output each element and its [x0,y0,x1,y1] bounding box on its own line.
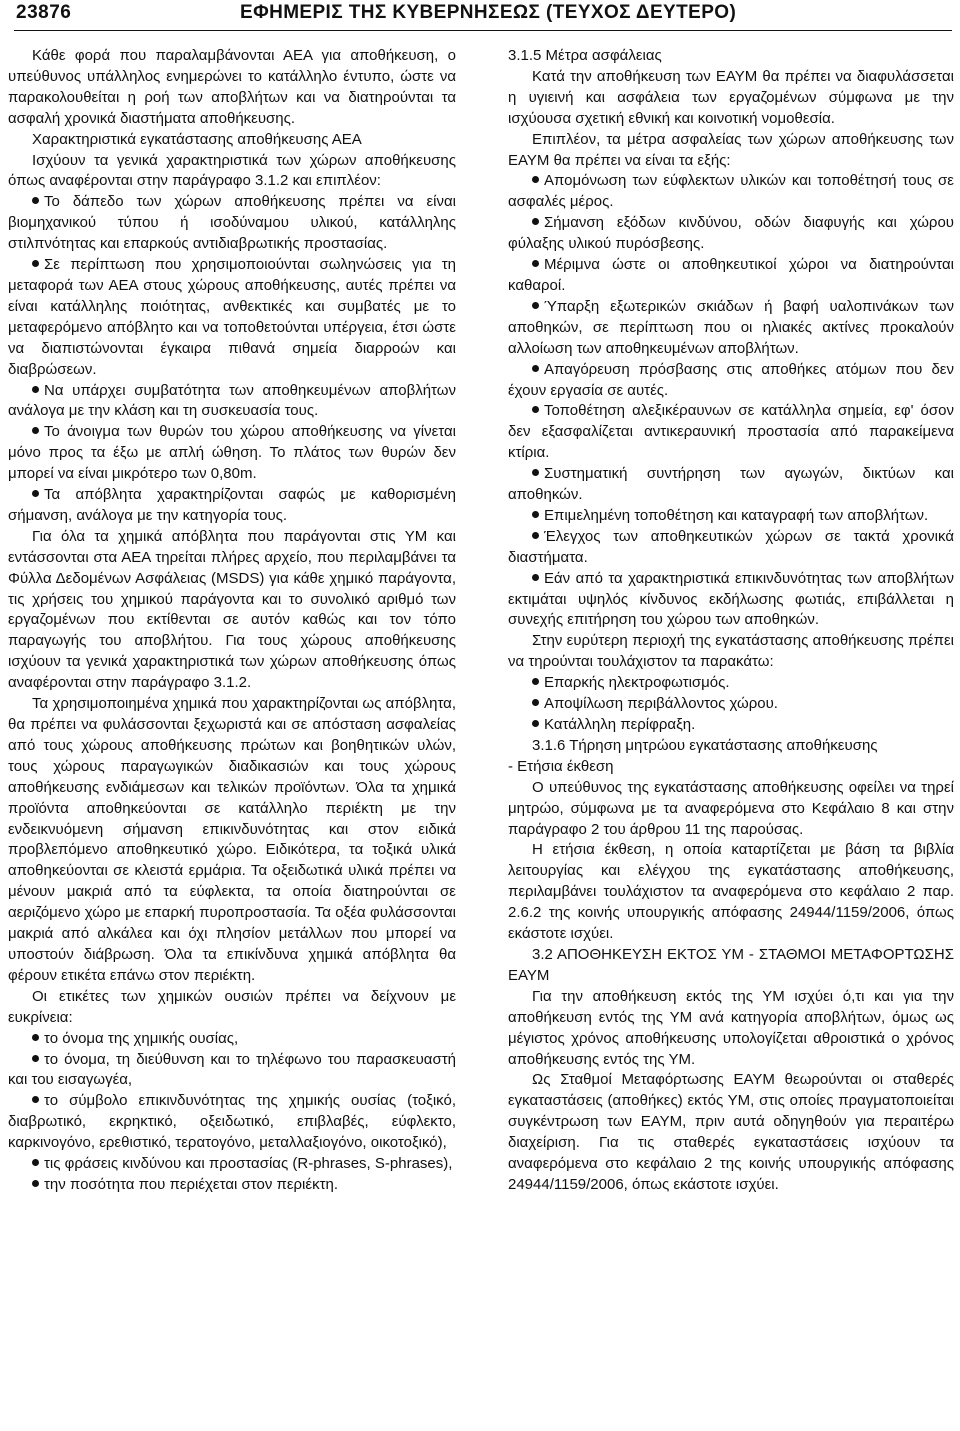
paragraph [508,67,954,130]
paragraph-text: - Ετήσια έκθεση [508,757,614,775]
bullet-icon [32,1055,39,1062]
paragraph-text: Επαρκής ηλεκτροφωτισμός. [544,674,730,692]
paragraph-text: 3.2 ΑΠΟΘΗΚΕΥΣΗ ΕΚΤΟΣ ΥΜ - ΣΤΑΘΜΟΙ ΜΕΤΑΦΟΡΤΩΣΗΣ ΕΑΥΜ [508,945,954,984]
paragraph-text: Τα απόβλητα χαρακτηρίζονται σαφώς με καθορισμένη σήμανση, ανάλογα με την κατηγορία τους. [8,486,456,524]
bullet-item [8,422,456,485]
paragraph-text: Το δάπεδο των χώρων αποθήκευσης πρέπει να είναι βιομηχανικού τύπου ή ισοδύναμου υλικού, κατάλληλης στιλπνότητας και επαρκούς αντιδιαβρωτικής προστασίας. [8,193,456,253]
bullet-item [508,506,954,527]
paragraph-text: Για όλα τα χημικά απόβλητα που παράγονται στις ΥΜ και εντάσσονται στα ΑΕΑ τηρείται πλήρες αρχείο, που περιλαμβάνει τα Φύλλα Δεδομένων Ασφάλειας (MSDS) για κάθε χημικό παράγοντα, τις χρήσεις του χημικού παράγοντα και το συνολικό αριθμό των εργαζομένων που εκτίθενται σε αυτόν καθώς και τον τόπο παραγωγής του αποβλήτου. Για τους χώρους αποθήκευσης ισχύουν τα γενικά χαρακτηριστικά των χώρων αποθήκευσης όπως αναφέρονται στην παράγραφο 3.1.2. [8,527,456,692]
header-rule [14,30,952,31]
paragraph [508,945,954,987]
bullet-item [508,464,954,506]
bullet-icon [32,197,39,204]
bullet-item [8,1029,456,1050]
bullet-item [508,569,954,632]
paragraph [8,527,456,694]
bullet-item [508,297,954,360]
paragraph-text: Το άνοιγμα των θυρών του χώρου αποθήκευσης να γίνεται μόνο προς τα έξω με απλή ώθηση. Το πλάτος των θυρών δεν μπορεί να είναι μικρότερο των 0,80m. [8,423,456,483]
paragraph [8,694,456,987]
bullet-icon [532,699,539,706]
paragraph-text: το όνομα, τη διεύθυνση και το τηλέφωνο του παρασκευαστή και του εισαγωγέα, [8,1050,456,1089]
paragraph-text: Ο υπεύθυνος της εγκατάστασης αποθήκευσης οφείλει να τηρεί μητρώο, σύμφωνα με τα αναφερόμενα στο Κεφάλαιο 8 και στην παράγραφο 2 του άρθρου 11 της παρούσας. [508,778,954,838]
bullet-icon [532,176,539,183]
paragraph [508,1070,954,1195]
bullet-item [508,401,954,464]
bullet-item [508,213,954,255]
page-header [10,0,950,30]
bullet-icon [532,469,539,476]
paragraph-text: Τοποθέτηση αλεξικέραυνων σε κατάλληλα σημεία, εφ' όσον δεν εξασφαλίζεται αντικεραυνική προστασία από παρακείμενα κτίρια. [508,402,954,462]
bullet-icon [32,386,39,393]
page-number: 23876 [16,2,72,23]
bullet-item [508,527,954,569]
bullet-icon [532,406,539,413]
bullet-item [8,1154,456,1175]
paragraph-text: Ύπαρξη εξωτερικών σκιάδων ή βαφή υαλοπινάκων των αποθηκών, σε περίπτωση που οι ηλιακές ακτίνες προκαλούν αλλοίωση των αποθηκευμένων αποβλήτων. [508,297,954,357]
bullet-icon [32,260,39,267]
bullet-item [8,1050,456,1092]
paragraph-text: Χαρακτηριστικά εγκατάστασης αποθήκευσης ΑΕΑ [32,130,362,148]
paragraph [8,987,456,1029]
paragraph-text: την ποσότητα που περιέχεται στον περιέκτη. [44,1175,339,1193]
paragraph [508,778,954,841]
bullet-item [508,171,954,213]
paragraph-text: Απομόνωση των εύφλεκτων υλικών και τοποθέτησή τους σε ασφαλές μέρος. [508,172,954,211]
paragraph-text: Επιμελημένη τοποθέτηση και καταγραφή των αποβλήτων. [544,506,929,524]
bullet-icon [32,427,39,434]
bullet-item [8,485,456,527]
bullet-icon [532,511,539,518]
bullet-icon [32,1180,39,1187]
bullet-item [508,715,954,736]
bullet-icon [532,532,539,539]
paragraph [508,631,954,673]
bullet-icon [532,260,539,267]
paragraph-text: Κατάλληλη περίφραξη. [544,716,696,733]
paragraph-text: Σήμανση εξόδων κινδύνου, οδών διαφυγής και χώρου φύλαξης υλικού πυρόσβεσης. [508,214,954,253]
bullet-icon [532,302,539,309]
section-heading [508,46,954,67]
bullet-icon [532,218,539,225]
paragraph-text: Για την αποθήκευση εκτός της ΥΜ ισχύει ό,τι και για την αποθήκευση εντός της ΥΜ ανά κατηγορία αποβλήτων, όμως ως μέγιστος χρόνος αποθήκευσης υπολογίζεται αθροιστικά ο χρόνος αποθήκευσης εντός της ΥΜ. [508,987,954,1068]
paragraph-text: Τα χρησιμοποιημένα χημικά που χαρακτηρίζονται ως απόβλητα, θα πρέπει να φυλάσσονται ξεχωριστά και σε απόσταση ασφαλείας από τους χώρους αποθήκευσης πρώτων και βοηθητικών υλών, τους χώρους παραγωγικών διαδικασιών και τους χώρους αποθήκευσης ενδιάμεσων και τελικών προϊόντων. Όλα τα χημικά προϊόντα αποθηκεύονται σε κατάλληλο περιέκτη με την ενδεικνυόμενη σήμανση επικινδυνότητας και στον ειδικά προβλεπόμενο αποθηκευτικό χώρο. Ειδικότερα, τα τοξικά υλικά αποθηκεύονται σε κλειστά ερμάρια. Τα οξειδωτικά υλικά πρέπει να μένουν μακριά από τα εύφλεκτα, τα οποία διατηρούνται σε αεριζόμενο χώρο με επαρκή πυροπροστασία. Τα οξέα φυλάσσονται μακριά από αλκάλεα και όχι πλησίον μετάλλων που μπορεί να υποστούν διάβρωση. Όλα τα επικίνδυνα χημικά απόβλητα θα φέρουν ετικέτα επάνω στον περιέκτη. [8,695,456,984]
paragraph-text: Εάν από τα χαρακτηριστικά επικινδυνότητας των αποβλήτων εκτιμάται υψηλός κίνδυνος εκδήλωσης φωτιάς, επιβάλλεται η συνεχής επιτήρηση του χώρου των αποθηκών. [508,569,954,629]
bullet-icon [32,1096,39,1103]
bullet-item [8,1091,456,1154]
paragraph [8,46,456,130]
bullet-item [8,192,456,255]
gazette-title: ΕΦΗΜΕΡΙΣ ΤΗΣ ΚΥΒΕΡΝΗΣΕΩΣ (ΤΕΥΧΟΣ ΔΕΥΤΕΡΟ) [240,2,737,23]
paragraph-text: Η ετήσια έκθεση, η οποία καταρτίζεται με βάση τα βιβλία λειτουργίας και ελέγχου της εγκατάστασης αποθήκευσης, περιλαμβάνει τουλάχιστον τα αναφερόμενα στο κεφάλαιο 2 παρ. 2.6.2 της κοινής υπουργικής απόφασης 24944/1159/2006, όπως εκάστοτε ισχύει. [508,841,954,943]
left-column [8,46,456,1196]
paragraph [8,151,456,193]
bullet-item [508,694,954,715]
paragraph-text: Έλεγχος των αποθηκευτικών χώρων σε τακτά χρονικά διαστήματα. [508,527,954,566]
paragraph-text: το σύμβολο επικινδυνότητας της χημικής ουσίας (τοξικό, διαβρωτικό, εκρηκτικό, οξειδωτικό, επιβλαβές, εύφλεκτο, καρκινογόνο, ερεθιστικό, τερατογόνο, μεταλλαξιογόνο, οικοτοξικό), [8,1092,456,1152]
bullet-icon [532,574,539,581]
paragraph-text: 3.1.5 Μέτρα ασφάλειας [508,47,662,64]
paragraph [508,987,954,1071]
bullet-icon [32,1034,39,1041]
bullet-item [8,255,456,380]
section-heading [508,757,954,778]
paragraph-text: το όνομα της χημικής ουσίας, [44,1029,239,1047]
paragraph [508,840,954,945]
paragraph-text: Να υπάρχει συμβατότητα των αποθηκευμένων αποβλήτων ανάλογα με την κλάση και τη συσκευασία τους. [8,381,456,420]
paragraph-text: Συστηματική συντήρηση των αγωγών, δικτύων και αποθηκών. [508,465,954,504]
paragraph-text: Κατά την αποθήκευση των ΕΑΥΜ θα πρέπει να διαφυλάσσεται η υγιεινή και ασφάλεια των εργαζομένων σύμφωνα με την ισχύουσα σχετική εθνική και κοινοτική νομοθεσία. [508,67,954,127]
bullet-item [8,381,456,423]
paragraph-text: Απαγόρευση πρόσβασης στις αποθήκες ατόμων που δεν έχουν εργασία σε αυτές. [508,360,954,399]
paragraph-text: Κάθε φορά που παραλαμβάνονται ΑΕΑ για αποθήκευση, ο υπεύθυνος υπάλληλος ενημερώνει το κατάλληλο έντυπο, ώστε να παρακολουθείται η ροή των αποβλήτων και να διατηρούνται τα ασφαλή χρονικά διαστήματα αποθήκευσης. [8,47,456,127]
bullet-icon [32,490,39,497]
paragraph-text: Ισχύουν τα γενικά χαρακτηριστικά των χώρων αποθήκευσης όπως αναφέρονται στην παράγραφο 3.1.2 και επιπλέον: [8,151,456,190]
paragraph-text: Ως Σταθμοί Μεταφόρτωσης ΕΑΥΜ θεωρούνται οι σταθερές εγκαταστάσεις (αποθήκες) εκτός ΥΜ, στις οποίες πραγματοποιείται συγκέντρωση των ΕΑΥΜ, πριν αυτά οδηγηθούν για περαιτέρω διαχείριση. Για τις σταθερές εγκαταστάσεις ισχύουν τα αναφερόμενα στο κεφάλαιο 2 της κοινής υπουργικής απόφασης 24944/1159/2006, όπως εκάστοτε ισχύει. [508,1071,954,1193]
paragraph [8,130,456,151]
bullet-item [8,1175,456,1196]
bullet-icon [532,678,539,685]
bullet-item [508,673,954,694]
paragraph-text: τις φράσεις κινδύνου και προστασίας (R-phrases, S-phrases), [44,1155,453,1173]
bullet-icon [532,720,539,727]
paragraph-text: Επιπλέον, τα μέτρα ασφαλείας των χώρων αποθήκευσης των ΕΑΥΜ θα πρέπει να είναι τα εξής: [508,130,954,169]
paragraph-text: Μέριμνα ώστε οι αποθηκευτικοί χώροι να διατηρούνται καθαροί. [508,256,954,294]
paragraph-text: Σε περίπτωση που χρησιμοποιούνται σωληνώσεις για τη μεταφορά των ΑΕΑ στους χώρους αποθήκευσης, αυτές πρέπει να είναι κατάλληλης ποιότητας, ανθεκτικές και συμβατές με το μεταφερόμενο απόβλητο και να τοποθετούνται υπέργεια, έτσι ώστε να διαπιστώνονται έγκαιρα πιθανά σημεία διαρροών και διαβρώσεων. [8,256,456,378]
paragraph-text: Στην ευρύτερη περιοχή της εγκατάστασης αποθήκευσης πρέπει να τηρούνται τουλάχιστον τα παρακάτω: [508,632,954,671]
bullet-icon [532,365,539,372]
right-column [508,46,954,1196]
bullet-icon [32,1159,39,1166]
bullet-item [508,255,954,297]
paragraph-text: Οι ετικέτες των χημικών ουσιών πρέπει να δείχνουν με ευκρίνεια: [8,987,456,1026]
bullet-item [508,360,954,402]
paragraph [508,130,954,172]
paragraph-text: 3.1.6 Τήρηση μητρώου εγκατάστασης αποθήκευσης [532,736,878,754]
paragraph [508,736,954,757]
paragraph-text: Αποψίλωση περιβάλλοντος χώρου. [544,695,778,713]
